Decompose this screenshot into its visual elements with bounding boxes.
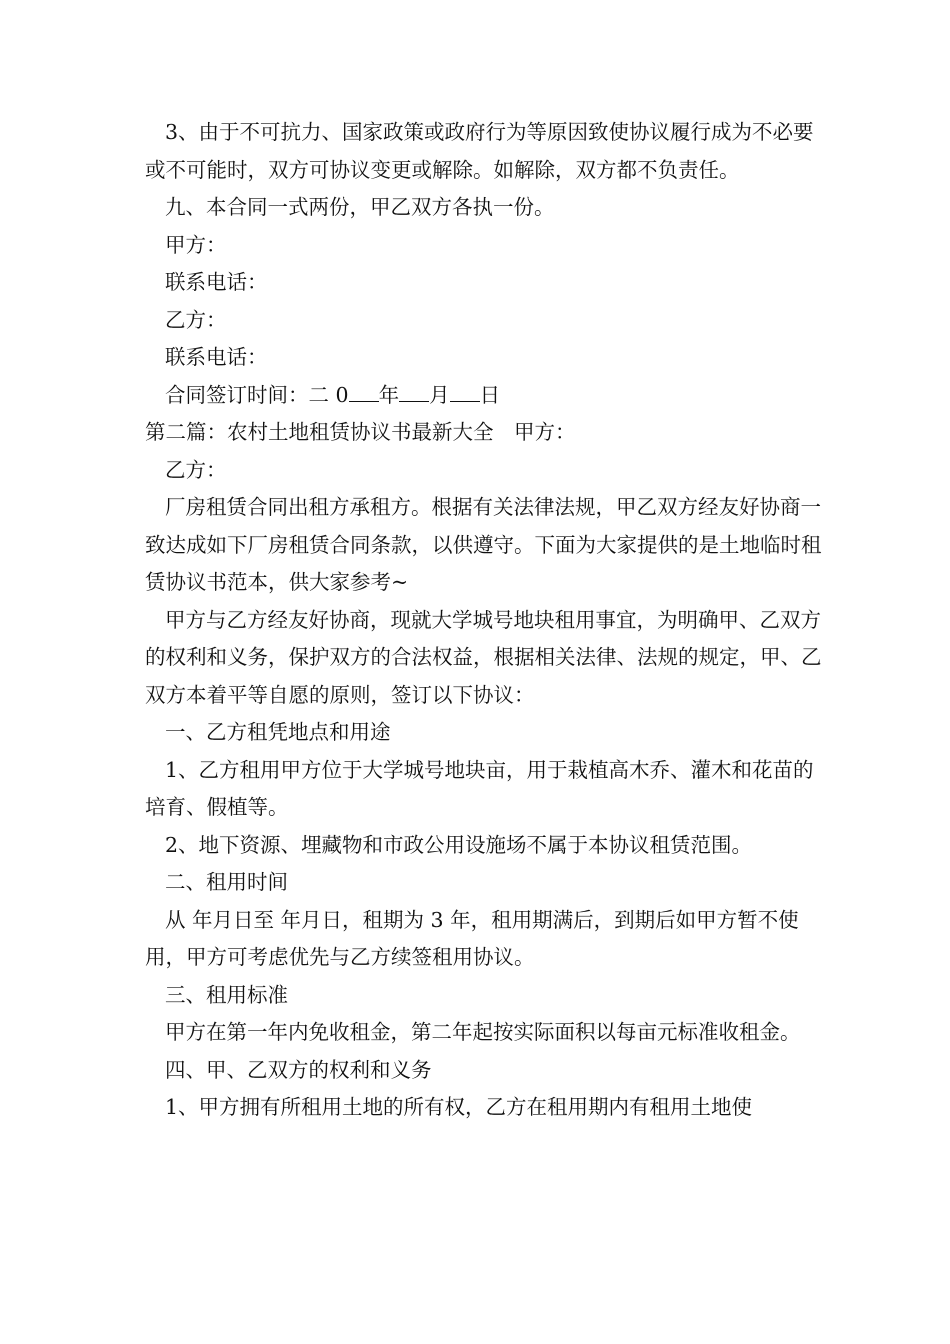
party-b-phone-label: 联系电话： <box>165 345 268 369</box>
day-blank <box>450 385 480 402</box>
party-a-phone-label: 联系电话： <box>165 270 268 294</box>
section-two-title: 第二篇：农村土地租赁协议书最新大全 甲方： <box>145 420 576 444</box>
preamble-paragraph: 甲方与乙方经友好协商，现就大学城号地块租用事宜，为明确甲、乙双方的权利和义务，保护双方的合法权益，根据相关法律、法规的规定，甲、乙双方本着平等自愿的原则，签订以下协议： <box>145 607 822 707</box>
clause-1-location: 1、乙方租用甲方位于大学城号地块亩，用于栽植高木乔、灌木和花苗的培育、假植等。 <box>145 757 814 819</box>
day-label: 日 <box>479 382 501 407</box>
month-label: 月 <box>429 382 450 407</box>
intro-paragraph: 厂房租赁合同出租方承租方。根据有关法律法规，甲乙双方经友好协商一致达成如下厂房租赁合同条款，以供遵守。下面为大家提供的是土地临时租赁协议书范本，供大家参考~ <box>145 495 822 594</box>
clause-1-ownership: 1、甲方拥有所租用土地的所有权，乙方在租用期内有租用土地使 <box>165 1095 753 1119</box>
document-page <box>145 114 825 1127</box>
heading-rental-period: 二、租用时间 <box>165 870 288 894</box>
heading-location-use: 一、乙方租凭地点和用途 <box>165 720 391 744</box>
party-b-label-2: 乙方： <box>165 457 227 482</box>
signing-date-prefix: 合同签订时间：二 0 <box>165 382 349 407</box>
year-blank <box>349 385 379 402</box>
heading-rights-duties: 四、甲、乙双方的权利和义务 <box>165 1057 432 1082</box>
clause-2-exclusions: 2、地下资源、埋藏物和市政公用设施场不属于本协议租赁范围。 <box>165 832 753 857</box>
clause-rental-period: 从 年月日至 年月日，租期为 3 年，租用期满后，到期后如甲方暂不使用，甲方可考虑优先与乙方续签租用协议。 <box>145 907 799 969</box>
party-a-label: 甲方： <box>165 232 227 257</box>
year-label: 年 <box>378 382 400 407</box>
heading-rental-standard: 三、租用标准 <box>165 982 288 1007</box>
party-b-label: 乙方： <box>165 307 227 332</box>
clause-rental-standard: 甲方在第一年内免收租金，第二年起按实际面积以每亩元标准收租金。 <box>165 1020 801 1044</box>
clause-force-majeure: 3、由于不可抗力、国家政策或政府行为等原因致使协议履行成为不必要或不可能时，双方可协议变更或解除。如解除，双方都不负责任。 <box>145 120 814 182</box>
month-blank <box>399 385 429 402</box>
signing-date-line <box>145 377 825 415</box>
clause-nine-copies: 九、本合同一式两份，甲乙双方各执一份。 <box>165 195 555 219</box>
